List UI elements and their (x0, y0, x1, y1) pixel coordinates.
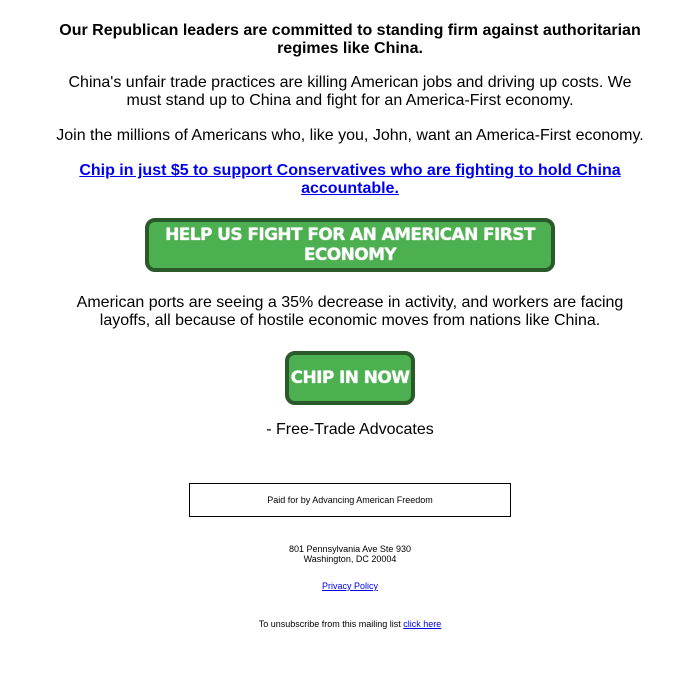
email-body (50, 0, 650, 629)
privacy-policy-link[interactable]: Privacy Policy (321, 581, 378, 591)
chip-in-now-button[interactable]: CHIP IN NOW (285, 351, 415, 405)
unsubscribe-link[interactable]: click here (403, 619, 442, 629)
address-line-2: Washington, DC 20004 (303, 554, 397, 564)
button-row-chip-in (50, 347, 650, 421)
fight-economy-button[interactable]: HELP US FIGHT FOR AN AMERICAN FIRST ECONOMY (145, 218, 555, 272)
chip-in-link[interactable]: Chip in just $5 to support Conservatives who are fighting to hold China accountable. (79, 162, 621, 197)
paragraph-trade-practices: China's unfair trade practices are killing American jobs and driving up costs. We must stand up to China and fight for an America-First economy. (68, 74, 632, 109)
email-headline: Our Republican leaders are committed to standing firm against authoritarian regimes like China. (59, 22, 641, 57)
paid-for-text: Paid for by Advancing American Freedom (267, 495, 433, 505)
button-row-fight (50, 218, 650, 294)
unsubscribe-text: To unsubscribe from this mailing list (258, 619, 401, 629)
paragraph-join-millions: Join the millions of Americans who, like you, John, want an America-First economy. (56, 127, 644, 144)
signature: - Free-Trade Advocates (266, 421, 434, 438)
paid-for-disclaimer (189, 483, 511, 517)
mailing-address (50, 544, 650, 564)
address-line-1: 801 Pennsylvania Ave Ste 930 (289, 544, 411, 554)
unsubscribe-line (50, 619, 650, 629)
paragraph-ports-decrease: American ports are seeing a 35% decrease in activity, and workers are facing layoffs, all because of hostile economic moves from nations like China. (76, 294, 624, 329)
